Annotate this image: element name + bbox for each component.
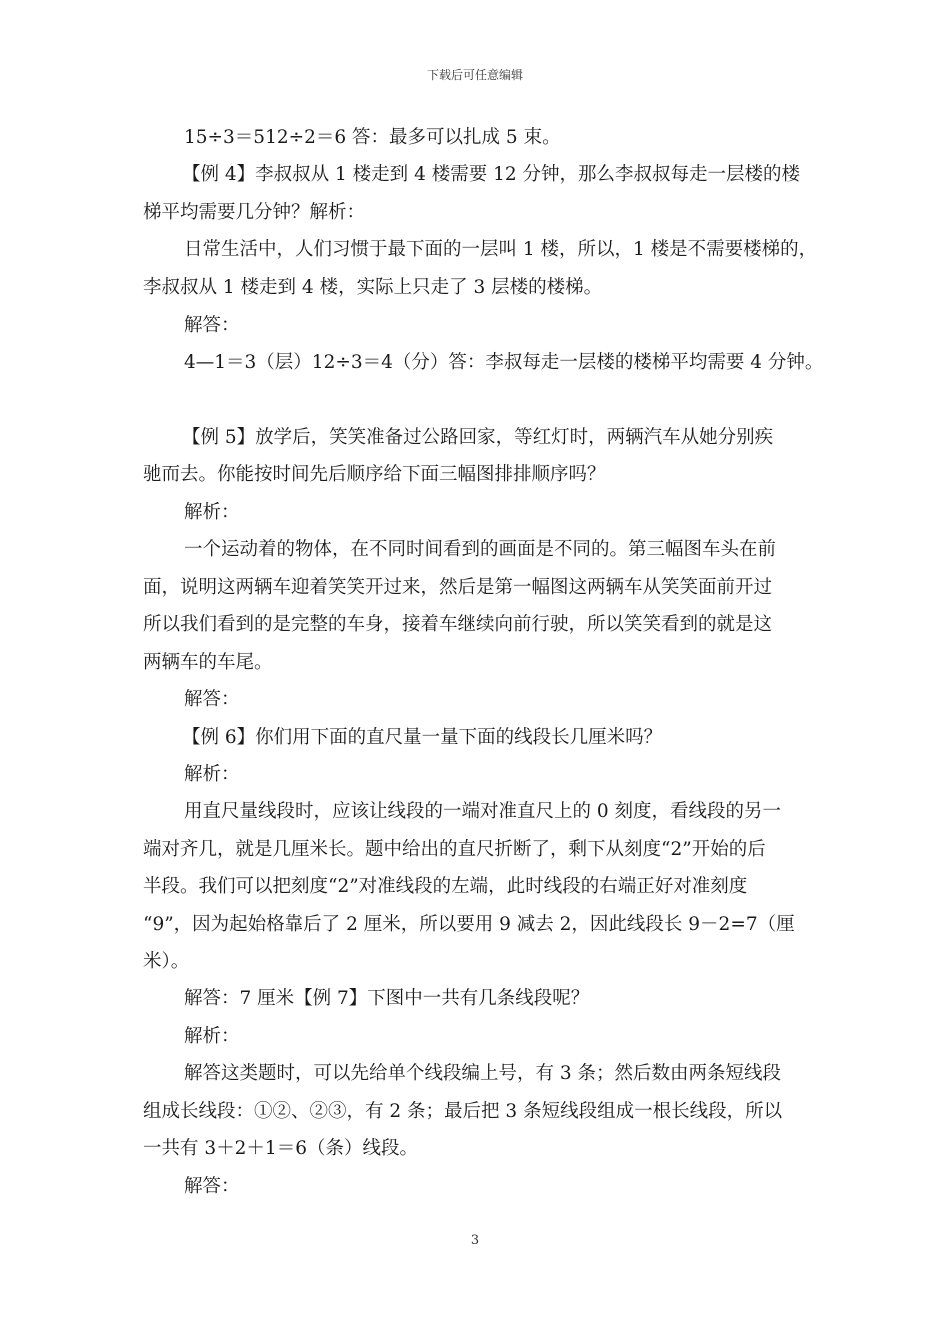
page-number: 3	[470, 1233, 480, 1248]
text-line: 15÷3＝512÷2＝6 答：最多可以扎成 5 束。	[184, 127, 561, 148]
text-line: 梯平均需要几分钟？解析：	[143, 202, 366, 223]
text-line: 两辆车的车尾。	[143, 652, 273, 673]
text-line: 解析：	[184, 1026, 240, 1047]
text-line: 日常生活中，人们习惯于最下面的一层叫 1 楼，所以，1 楼是不需要楼梯的，	[184, 239, 818, 260]
text-line: 端对齐几，就是几厘米长。题中给出的直尺折断了，剩下从刻度“2”开始的后	[143, 839, 766, 860]
text-line: 【例 6】你们用下面的直尺量一量下面的线段长几厘米吗？	[182, 727, 663, 748]
text-line: 解答：	[184, 1176, 240, 1197]
text-line: 半段。我们可以把刻度“2”对准线段的左端，此时线段的右端正好对准刻度	[143, 876, 748, 897]
text-line: 面，说明这两辆车迎着笑笑开过来，然后是第一幅图这两辆车从笑笑面前开过	[143, 577, 773, 598]
text-line: “9”，因为起始格靠后了 2 厘米，所以要用 9 减去 2，因此线段长 9－2=7（厘	[143, 914, 795, 935]
text-line: 解答这类题时，可以先给单个线段编上号，有 3 条；然后数由两条短线段	[184, 1063, 782, 1084]
text-line: 一个运动着的物体，在不同时间看到的画面是不同的。第三幅图车头在前	[184, 539, 777, 560]
text-line: 所以我们看到的是完整的车身，接着车继续向前行驶，所以笑笑看到的就是这	[143, 614, 773, 635]
text-line: 李叔叔从 1 楼走到 4 楼，实际上只走了 3 层楼的楼梯。	[143, 277, 603, 298]
text-line: 【例 4】李叔叔从 1 楼走到 4 楼需要 12 分钟，那么李叔叔每走一层楼的楼	[182, 164, 801, 185]
text-line: 一共有 3＋2＋1＝6（条）线段。	[143, 1138, 418, 1159]
page-header: 下载后可任意编辑	[426, 68, 523, 82]
text-line: 用直尺量线段时，应该让线段的一端对准直尺上的 0 刻度，看线段的另一	[184, 801, 782, 822]
text-line: 解析：	[184, 502, 240, 523]
text-line: 【例 5】放学后，笑笑准备过公路回家，等红灯时，两辆汽车从她分别疾	[182, 427, 774, 448]
text-line: 4—1＝3（层）12÷3＝4（分）答：李叔每走一层楼的楼梯平均需要 4 分钟。	[184, 352, 824, 373]
text-line: 解答：	[184, 315, 240, 336]
text-line: 解答：	[184, 689, 240, 710]
text-line: 组成长线段：①②、②③，有 2 条；最后把 3 条短线段组成一根长线段，所以	[143, 1101, 783, 1122]
text-line: 米）。	[143, 951, 190, 972]
text-line: 解析：	[184, 764, 240, 785]
text-line: 解答：7 厘米【例 7】下图中一共有几条线段呢？	[184, 988, 590, 1009]
text-line: 驰而去。你能按时间先后顺序给下面三幅图排排顺序吗？	[143, 464, 606, 485]
